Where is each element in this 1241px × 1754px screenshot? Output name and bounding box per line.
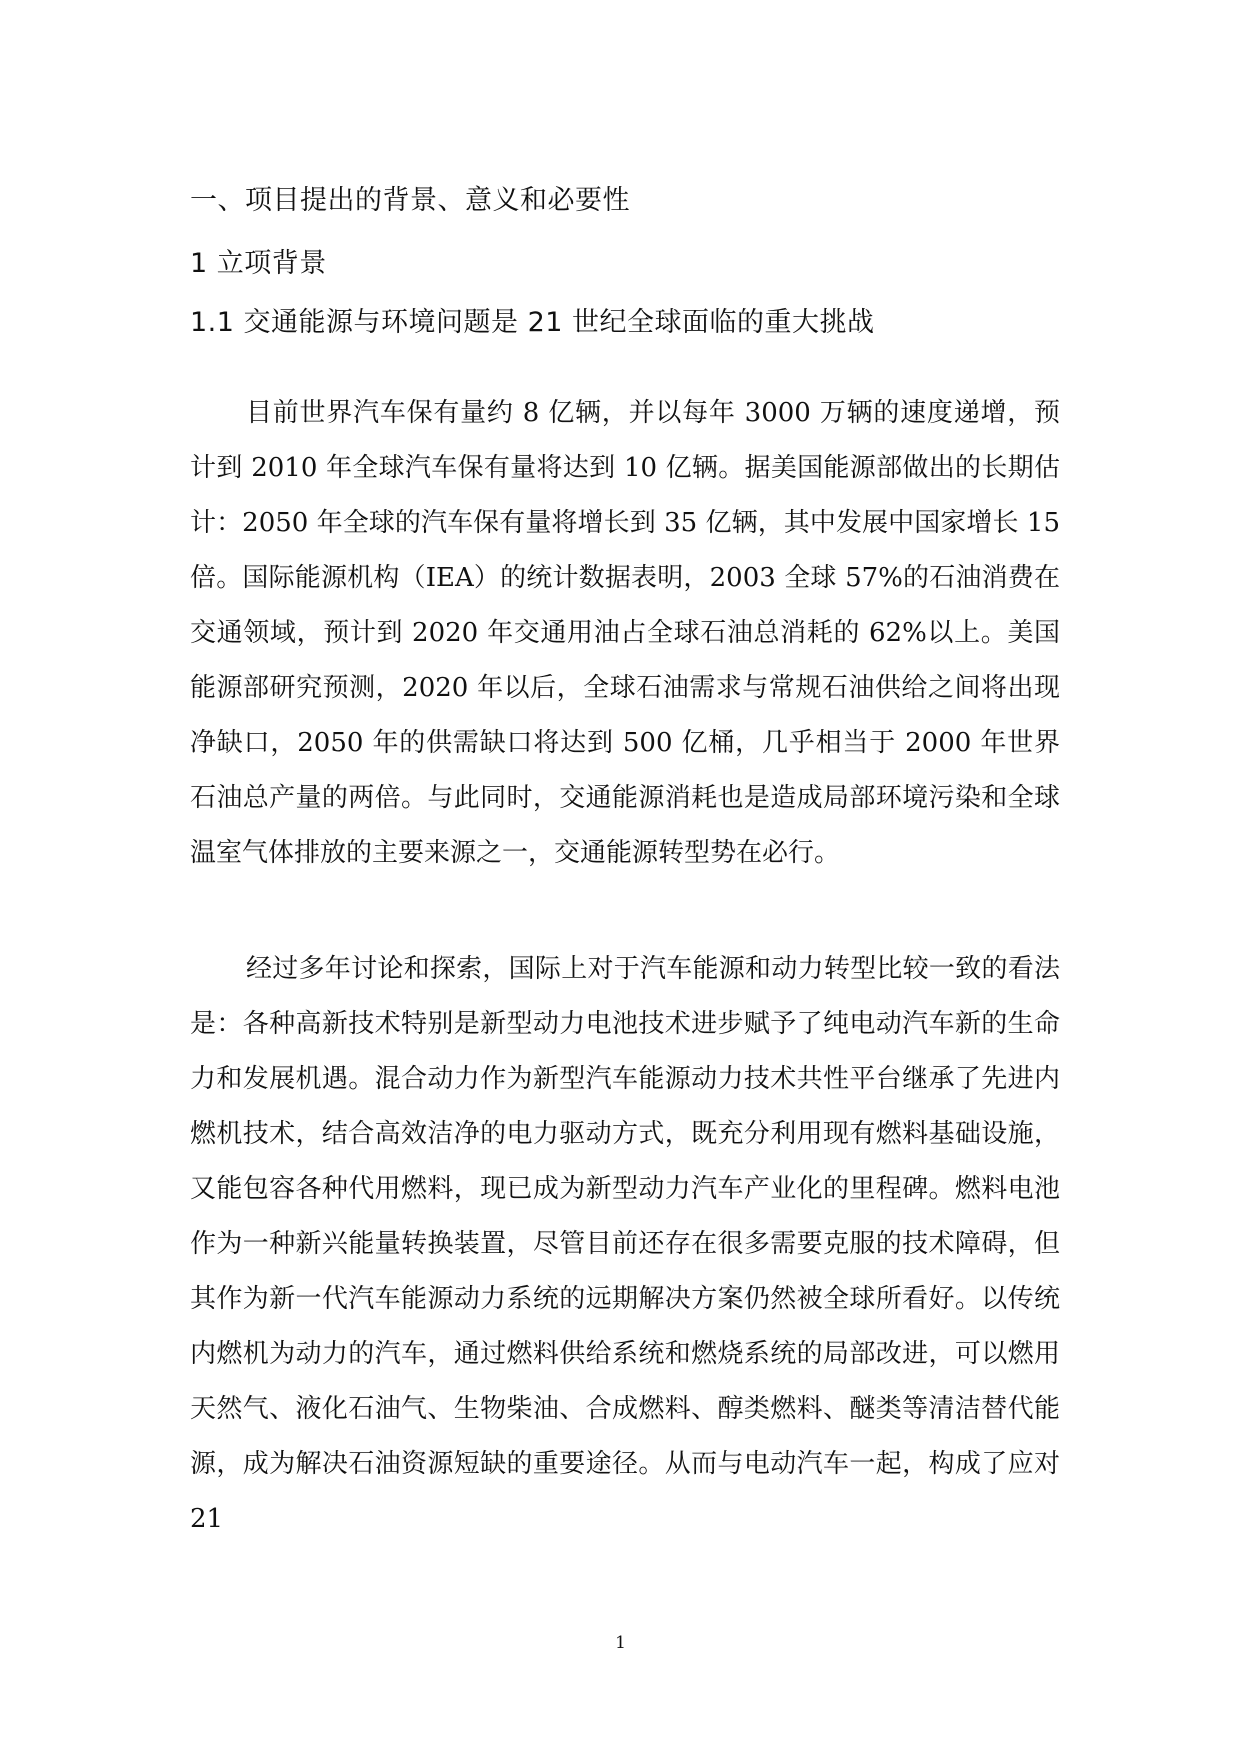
subsection-heading: 1 立项背景 [190,248,327,279]
body-paragraph: 经过多年讨论和探索，国际上对于汽车能源和动力转型比较一致的看法是：各种高新技术特别是新型动力电池技术进步赋予了纯电动汽车新的生命力和发展机遇。混合动力作为新型汽车能源动力技术共性平台继承了先进内燃机技术，结合高效洁净的电力驱动方式，既充分利用现有燃料基础设施，又能包容各种代用燃料，现已成为新型动力汽车产业化的里程碑。燃料电池作为一种新兴能量转换装置，尽管目前还存在很多需要克服的技术障碍，但其作为新一代汽车能源动力系统的远期解决方案仍然被全球所看好。以传统内燃机为动力的汽车，通过燃料供给系统和燃烧系统的局部改进，可以燃用天然气、液化石油气、生物柴油、合成燃料、醇类燃料、醚类等清洁替代能源，成为解决石油资源短缺的重要途径。从而与电动汽车一起，构成了应对 21 [190,954,1060,1534]
page-number: 1 [615,1633,626,1653]
body-paragraph: 目前世界汽车保有量约 8 亿辆，并以每年 3000 万辆的速度递增，预计到 2010 年全球汽车保有量将达到 10 亿辆。据美国能源部做出的长期估计：2050 年全球的汽车保有量将增长到 35 亿辆，其中发展中国家增长 15 倍。国际能源机构（IEA）的统计数据表明，2003 全球 57%的石油消费在交通领域，预计到 2020 年交通用油占全球石油总消耗的 62%以上。美国能源部研究预测，2020 年以后，全球石油需求与常规石油供给之间将出现净缺口，2050 年的供需缺口将达到 500 亿桶，几乎相当于 2000 年世界石油总产量的两倍。与此同时，交通能源消耗也是造成局部环境污染和全球温室气体排放的主要来源之一，交通能源转型势在必行。 [190,398,1060,868]
sub-subsection-heading: 1.1 交通能源与环境问题是 21 世纪全球面临的重大挑战 [190,307,875,338]
section-heading: 一、项目提出的背景、意义和必要性 [190,185,630,216]
